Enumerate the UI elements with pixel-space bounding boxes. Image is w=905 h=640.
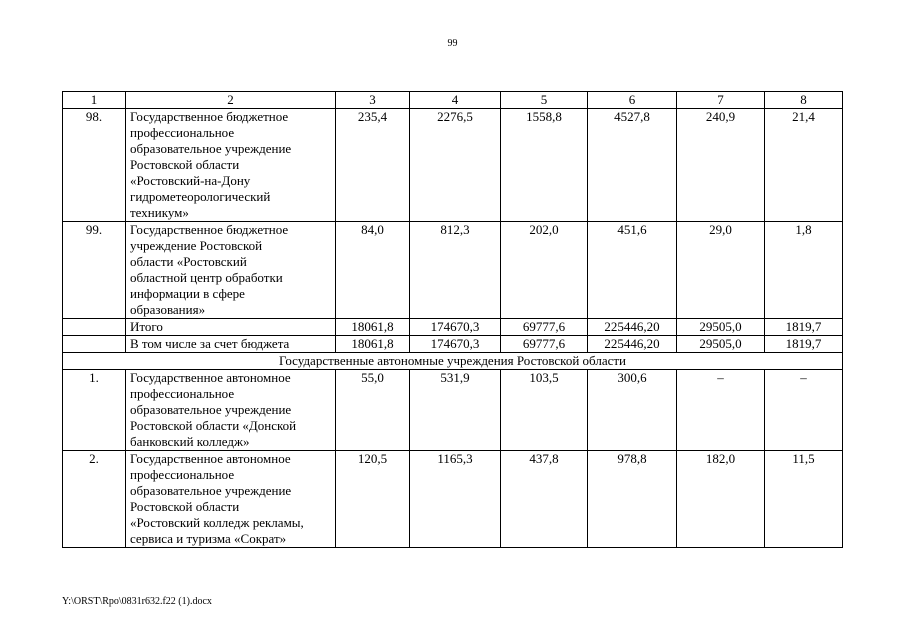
value-cell: 451,6	[588, 222, 677, 319]
header-cell: 6	[588, 92, 677, 109]
total-value: 29505,0	[677, 319, 765, 336]
total-value: 18061,8	[336, 319, 410, 336]
name-line: учреждение Ростовской	[130, 238, 263, 253]
table-row	[63, 109, 843, 222]
value-cell: 21,4	[765, 109, 843, 222]
header-cell: 3	[336, 92, 410, 109]
value-cell: 4527,8	[588, 109, 677, 222]
name-line: Государственное бюджетное	[130, 222, 289, 237]
name-line: профессиональное	[130, 386, 235, 401]
name-line: информации в сфере	[130, 286, 245, 301]
table-row	[63, 370, 843, 451]
value-cell: 55,0	[336, 370, 410, 451]
value-cell: 437,8	[501, 451, 588, 548]
value-cell: 978,8	[588, 451, 677, 548]
total-value: 1819,7	[765, 319, 843, 336]
budget-total-row	[63, 336, 843, 353]
institution-name	[126, 222, 336, 319]
row-number: 99.	[63, 222, 126, 319]
file-path-footer: Y:\ORST\Rpo\0831r632.f22 (1).docx	[62, 596, 212, 607]
value-cell: 531,9	[410, 370, 501, 451]
value-cell: 300,6	[588, 370, 677, 451]
value-cell: –	[677, 370, 765, 451]
total-value: 1819,7	[765, 336, 843, 353]
value-cell: 29,0	[677, 222, 765, 319]
institution-name	[126, 451, 336, 548]
name-line: Ростовской области	[130, 499, 240, 514]
name-line: «Ростовский-на-Дону	[130, 173, 251, 188]
name-line: профессиональное	[130, 125, 235, 140]
value-cell: –	[765, 370, 843, 451]
total-value: 174670,3	[410, 336, 501, 353]
value-cell: 84,0	[336, 222, 410, 319]
name-line: образования»	[130, 302, 206, 317]
row-number: 1.	[63, 370, 126, 451]
value-cell: 235,4	[336, 109, 410, 222]
institution-name	[126, 370, 336, 451]
name-line: Ростовской области	[130, 157, 240, 172]
total-value: 29505,0	[677, 336, 765, 353]
name-line: Государственное бюджетное	[130, 109, 289, 124]
value-cell: 202,0	[501, 222, 588, 319]
section-title: Государственные автономные учреждения Ростовской области	[63, 353, 843, 370]
total-value: 225446,20	[588, 336, 677, 353]
data-table	[62, 91, 843, 548]
value-cell: 1,8	[765, 222, 843, 319]
total-label: В том числе за счет бюджета	[126, 336, 336, 353]
header-row	[63, 92, 843, 109]
section-header-row	[63, 353, 843, 370]
value-cell: 11,5	[765, 451, 843, 548]
header-cell: 2	[126, 92, 336, 109]
table-row	[63, 451, 843, 548]
name-line: гидрометеорологический	[130, 189, 271, 204]
total-value: 174670,3	[410, 319, 501, 336]
value-cell: 240,9	[677, 109, 765, 222]
total-label: Итого	[126, 319, 336, 336]
name-line: банковский колледж»	[130, 434, 250, 449]
institution-name	[126, 109, 336, 222]
name-line: сервиса и туризма «Сократ»	[130, 531, 287, 546]
name-line: Ростовской области «Донской	[130, 418, 297, 433]
page-number: 99	[447, 38, 458, 49]
total-value: 225446,20	[588, 319, 677, 336]
header-cell: 7	[677, 92, 765, 109]
name-line: техникум»	[130, 205, 189, 220]
header-cell: 4	[410, 92, 501, 109]
value-cell: 1558,8	[501, 109, 588, 222]
name-line: образовательное учреждение	[130, 483, 292, 498]
name-line: областной центр обработки	[130, 270, 283, 285]
name-line: «Ростовский колледж рекламы,	[130, 515, 304, 530]
table-row	[63, 222, 843, 319]
header-cell: 1	[63, 92, 126, 109]
total-value: 69777,6	[501, 319, 588, 336]
name-line: Государственное автономное	[130, 451, 291, 466]
value-cell: 812,3	[410, 222, 501, 319]
empty-cell	[63, 336, 126, 353]
value-cell: 2276,5	[410, 109, 501, 222]
total-value: 18061,8	[336, 336, 410, 353]
total-value: 69777,6	[501, 336, 588, 353]
value-cell: 103,5	[501, 370, 588, 451]
row-number: 2.	[63, 451, 126, 548]
value-cell: 182,0	[677, 451, 765, 548]
name-line: образовательное учреждение	[130, 402, 292, 417]
empty-cell	[63, 319, 126, 336]
name-line: образовательное учреждение	[130, 141, 292, 156]
header-cell: 5	[501, 92, 588, 109]
row-number: 98.	[63, 109, 126, 222]
value-cell: 1165,3	[410, 451, 501, 548]
total-row	[63, 319, 843, 336]
value-cell: 120,5	[336, 451, 410, 548]
name-line: Государственное автономное	[130, 370, 291, 385]
name-line: профессиональное	[130, 467, 235, 482]
name-line: области «Ростовский	[130, 254, 247, 269]
header-cell: 8	[765, 92, 843, 109]
